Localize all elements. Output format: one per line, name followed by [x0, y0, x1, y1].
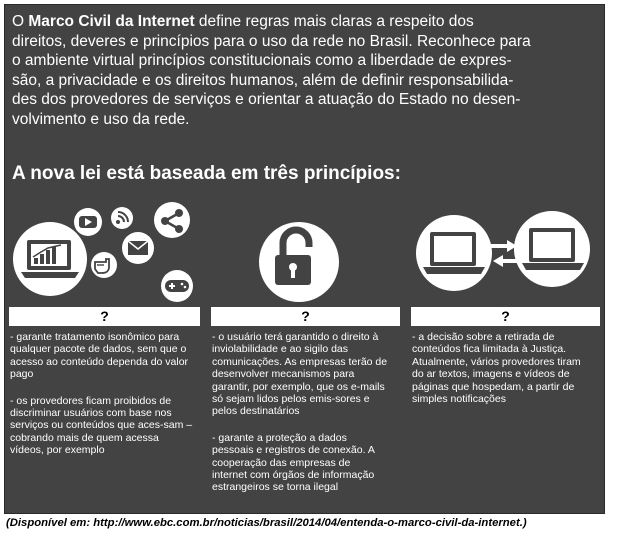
infographic-panel — [4, 4, 605, 514]
principle-2-label: ? — [211, 307, 400, 326]
laptop-chart-icon — [13, 222, 87, 296]
principle-2-paragraph: - garante a proteção a dados pessoais e registros de conexão. A cooperação das empresas de internet com órgãos de informação estrangeiros se torna ilegal — [212, 431, 375, 494]
intro-line5: des dos provedores de serviços e orientar a atuação do Estado no desen- — [12, 91, 521, 108]
principle-1-label: ? — [9, 307, 200, 326]
intro-bold: Marco Civil da Internet — [28, 13, 195, 30]
gamepad-icon — [161, 270, 193, 302]
laptop-left-icon — [416, 215, 492, 291]
intro-line3: o ambiente virtual princípios constitucionais como a liberdade de expres- — [12, 52, 512, 69]
intro-line4: são, a privacidade e os direitos humanos, além de definir responsabilida- — [12, 71, 514, 89]
hand-pointer-icon — [91, 252, 117, 278]
open-padlock-icon — [259, 222, 339, 302]
source-citation: (Disponível em: http://www.ebc.com.br/noticias/brasil/2014/04/entenda-o-marco-civil-da-internet.) — [6, 517, 527, 529]
principle-3-text — [412, 331, 592, 419]
wifi-sound-icon — [111, 207, 133, 229]
laptop-right-icon — [514, 211, 590, 287]
principle-3-label: ? — [411, 307, 600, 326]
principles-heading: A nova lei está baseada em três princípios: — [12, 163, 401, 184]
principle-3-paragraph: - a decisão sobre a retirada de conteúdos fica limitada à Justiça. Atualmente, vários provedores tiram do ar textos, imagens e vídeos de páginas que hospedam, a partir de simples notificações — [412, 331, 581, 406]
share-icon — [154, 202, 190, 238]
principle-1-text — [10, 331, 194, 471]
intro-line1-pre: O — [12, 13, 29, 30]
icons-row — [5, 195, 604, 305]
youtube-play-icon — [74, 208, 102, 236]
intro-text — [12, 12, 597, 129]
intro-line1-post: define regras mais claras a respeito dos — [194, 13, 474, 30]
principle-2-text — [212, 331, 388, 508]
principle-2-paragraph: - o usuário terá garantido o direito à inviolabilidade e ao sigilo das comunicações. As empresas terão de desenvolver mecanismos para garantir, por exemplo, que os e-mails só sejam lidos pelos emis-sores e pelos destinatários — [212, 331, 388, 418]
email-icon — [122, 232, 154, 264]
intro-line2: direitos, deveres e princípios para o uso da rede no Brasil. Reconhece para — [12, 32, 531, 50]
principle-1-paragraph: - os provedores ficam proibidos de discriminar usuários com base nos serviços ou conteúdos que aces-sam – cobrando mais de quem acessa vídeos, por exemplo — [10, 394, 193, 457]
principle-1-paragraph: - garante tratamento isonômico para qualquer pacote de dados, sem que o acesso ao conteúdo dependa do valor pago — [10, 331, 189, 381]
intro-line6: volvimento e uso da rede. — [12, 110, 190, 128]
